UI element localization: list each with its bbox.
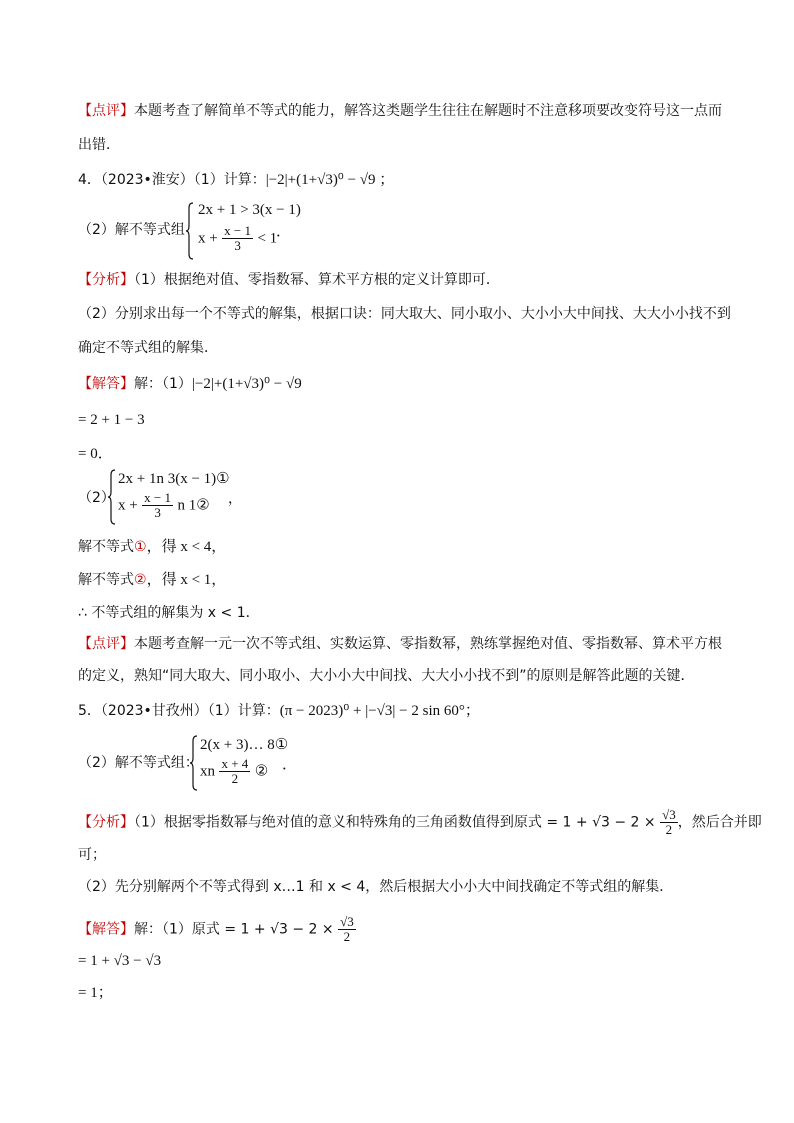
fraction-denominator: 3 — [234, 238, 241, 253]
result-value: ，得 x < 4， — [146, 539, 227, 555]
fraction-numerator: x + 4 — [221, 756, 249, 771]
eq-2-rhs: ② — [254, 763, 269, 780]
analysis-tag: 【分析】 — [78, 272, 134, 288]
eq-2-lhs: x + — [198, 230, 218, 247]
review-text: 本题考查解一元一次不等式组、实数运算、零指数幂，熟练掌握绝对值、零指数幂、算术平方根 — [134, 636, 722, 652]
answer-system-eq-2 — [118, 491, 210, 520]
result-label: 解不等式 — [78, 539, 134, 555]
eq-2-lhs: x + — [118, 497, 138, 514]
review-1 — [78, 101, 722, 121]
answer-4-comma: ， — [228, 491, 242, 507]
q5-system-eq-1: 2(x + 3)… 8① — [200, 737, 289, 753]
review-4-line-2: 的定义，熟知“同大取大、同小取小、大小小大中间找、大大小小找不到”的原则是解答此题的关键． — [78, 668, 695, 684]
brace-icon — [190, 735, 198, 791]
analysis-text: （1）根据绝对值、零指数幂、算术平方根的定义计算即可． — [134, 272, 500, 288]
question-5-head — [78, 701, 480, 721]
fraction-numerator: x − 1 — [144, 490, 172, 505]
eq-2-rhs: n 1② — [177, 497, 210, 514]
fraction-denominator: 3 — [154, 505, 161, 520]
question-4-tail: ． — [276, 224, 292, 240]
eq-2-rhs: < 1 — [257, 230, 278, 247]
eq-2-fraction — [219, 757, 250, 786]
answer-4-system — [108, 467, 238, 527]
q5-system-eq-2 — [200, 757, 268, 786]
analysis-text: （1）根据零指数幂与绝对值的意义和特殊角的三角函数值得到原式 = 1 + √3 − 2 × — [134, 814, 656, 831]
eq-2-fraction — [142, 491, 173, 520]
analysis-5-line-2: 可； — [78, 847, 106, 863]
analysis-5-line-1 — [78, 808, 762, 837]
answer-5-step-2: = 1； — [78, 985, 113, 1001]
answer-lead: 解：（1） — [134, 376, 192, 392]
answer-4-result-2 — [78, 570, 226, 590]
answer-4-line-1 — [78, 374, 302, 394]
question-4-label: 4．（2023•淮安）（1）计算： — [78, 172, 266, 188]
review-1-cont: 出错． — [78, 137, 120, 153]
eq-2-fraction — [222, 224, 253, 253]
answer-5-line-1 — [78, 915, 356, 944]
question-4-expr: |−2|+(1+√3)⁰ − √9 ； — [265, 172, 395, 188]
analysis-tag: 【分析】 — [78, 814, 134, 831]
fraction-numerator: √3 — [340, 914, 354, 929]
brace-icon — [186, 202, 194, 260]
answer-4-step-2: = 0． — [78, 446, 113, 462]
answer-expr: |−2|+(1+√3)⁰ − √9 — [191, 376, 302, 392]
fraction-denominator: 2 — [231, 771, 239, 786]
review-tag: 【点评】 — [78, 103, 134, 119]
result-circle: ① — [134, 539, 147, 555]
result-circle: ② — [134, 572, 147, 588]
review-tag: 【点评】 — [78, 636, 134, 652]
question-5-label: 5．（2023•甘孜州）（1）计算： — [78, 703, 280, 719]
review-text: 本题考查了解简单不等式的能力，解答这类题学生往往在解题时不注意移项要改变符号这一点而 — [134, 103, 722, 119]
analysis-fraction — [660, 808, 678, 837]
answer-4-result-1 — [78, 537, 226, 557]
analysis-4-line-3: 确定不等式组的解集． — [78, 340, 218, 356]
question-5-part2-label: （2）解不等式组： — [78, 755, 199, 771]
analysis-5-line-3: （2）先分别解两个不等式得到 x…1 和 x < 4，然后根据大小小大中间找确定不等式组的解集． — [78, 879, 674, 895]
result-value: ，得 x < 1， — [146, 572, 227, 588]
answer-4-part2-label: （2） — [78, 490, 115, 506]
system-eq-2 — [198, 224, 277, 253]
fraction-numerator: x − 1 — [224, 223, 252, 238]
analysis-4-line-1 — [78, 270, 500, 290]
brace-icon — [108, 469, 116, 525]
answer-tag: 【解答】 — [78, 376, 134, 392]
question-4-part2-label: （2）解不等式组 — [78, 222, 185, 238]
question-5-expr: (π − 2023)⁰ + |−√3| − 2 sin 60°； — [279, 703, 480, 719]
answer-fraction — [338, 915, 356, 944]
analysis-4-line-2: （2）分别求出每一个不等式的解集，根据口诀：同大取大、同小取小、大小小大中间找、大大小小找不到 — [78, 306, 731, 322]
answer-system-eq-1: 2x + 1n 3(x − 1)① — [118, 471, 230, 487]
question-5-system — [190, 733, 290, 793]
answer-4-result-3: ∴ 不等式组的解集为 x < 1． — [78, 605, 260, 621]
answer-4-step-1: = 2 + 1 − 3 — [78, 412, 145, 428]
review-4-line-1 — [78, 634, 722, 654]
question-5-tail: ． — [282, 757, 298, 773]
result-label: 解不等式 — [78, 572, 134, 588]
answer-tag: 【解答】 — [78, 921, 134, 938]
system-eq-1: 2x + 1 > 3(x − 1) — [198, 202, 301, 218]
analysis-text-end: ，然后合并即 — [677, 814, 762, 831]
fraction-denominator: 2 — [665, 822, 673, 837]
answer-lead: 解：（1）原式 = 1 + √3 − 2 × — [134, 921, 334, 938]
eq-2-lhs: xn — [200, 763, 215, 780]
fraction-numerator: √3 — [662, 807, 676, 822]
fraction-denominator: 2 — [343, 929, 351, 944]
question-4-head — [78, 170, 394, 190]
answer-5-step-1: = 1 + √3 − √3 — [78, 953, 162, 969]
